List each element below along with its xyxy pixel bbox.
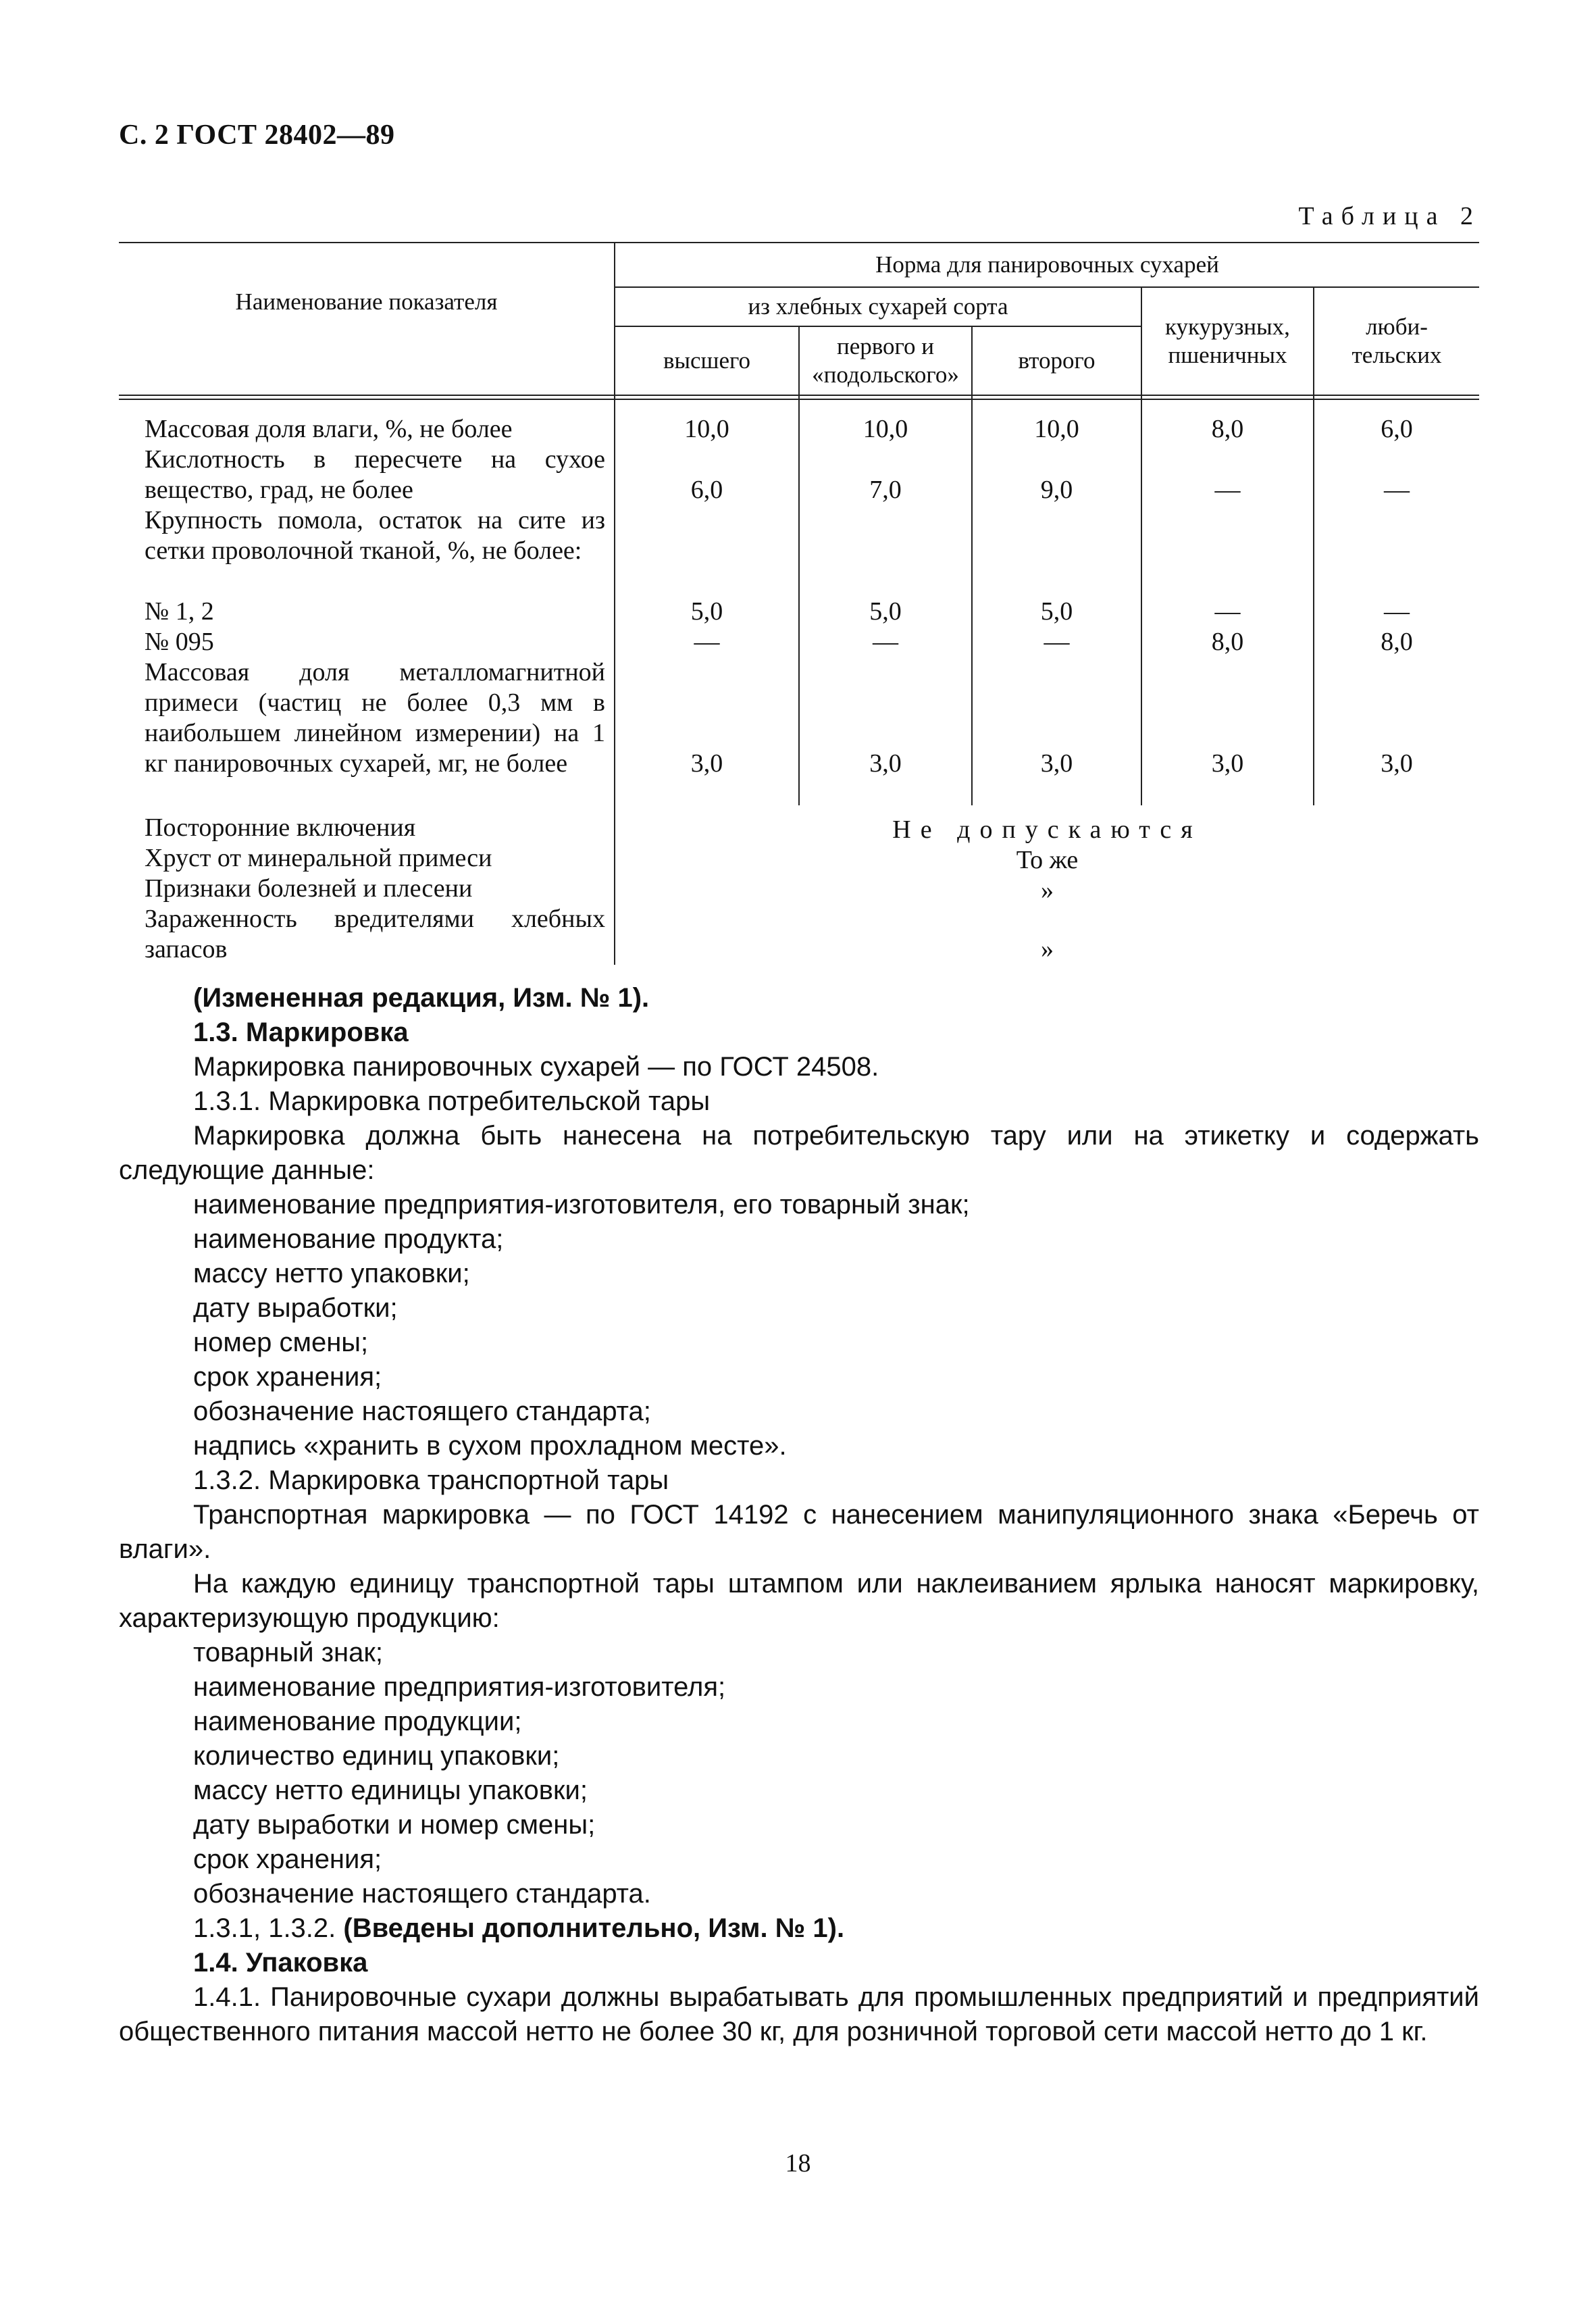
cell-moisture-second: 10,0: [1034, 415, 1079, 443]
list-item: дату выработки и номер смены;: [193, 1810, 596, 1840]
list-item: срок хранения;: [193, 1844, 382, 1874]
cell-sieve095-highest: —: [694, 628, 720, 656]
list-item: наименование предприятия-изготовителя;: [193, 1672, 726, 1702]
cell-disease-merged: »: [1041, 876, 1054, 905]
cell-crunch-merged: То же: [1016, 846, 1079, 874]
cell-acidity-corn: —: [1214, 476, 1241, 504]
cell-metal-highest: 3,0: [690, 749, 723, 778]
list-item: товарный знак;: [193, 1638, 383, 1667]
section-1-3-1-heading: 1.3.1. Маркировка потребительской тары: [193, 1086, 711, 1116]
consumer-marking-list: [119, 1188, 1479, 1463]
paragraph-marking: Маркировка панировочных сухарей — по ГОСТ 24508.: [193, 1052, 879, 1082]
header-first-podolsk: первого и «подольского»: [812, 333, 959, 388]
indicators-table: [119, 242, 1479, 965]
cell-moisture-highest: 10,0: [684, 415, 729, 443]
cell-sieve12-second: 5,0: [1040, 597, 1073, 626]
list-item: массу нетто единицы упаковки;: [193, 1776, 588, 1805]
cell-moisture-corn: 8,0: [1211, 415, 1244, 443]
amendment-note-2: [119, 1911, 1479, 1946]
row-label-acidity: Кислотность в пересчете на сухое вещество, град, не более: [145, 445, 605, 504]
paragraph-packaging: 1.4.1. Панировочные сухари должны вырабатывать для промышленных предприятий и предприятий общественного питания массой нетто не более 30 кг, для розничной торговой сети массой нетто до 1 кг.: [119, 1982, 1479, 2046]
row-label-metal: Массовая доля металломагнитной примеси (частиц не более 0,3 мм в наибольшем линейном измерении) на 1 кг панировочных сухарей, мг, не более: [145, 658, 605, 778]
cell-sieve12-first: 5,0: [869, 597, 902, 626]
cell-acidity-second: 9,0: [1040, 476, 1073, 504]
cell-sieve095-second: —: [1044, 628, 1070, 656]
list-item: номер смены;: [193, 1328, 369, 1357]
row-label-crunch: Хруст от минеральной примеси: [145, 844, 492, 872]
cell-acidity-amateur: —: [1384, 476, 1410, 504]
header-norm: Норма для панировочных сухарей: [875, 251, 1219, 278]
paragraph-consumer-marking: Маркировка должна быть нанесена на потребительскую тару или на этикетку и содержать следующие данные:: [119, 1121, 1479, 1185]
cell-metal-second: 3,0: [1040, 749, 1073, 778]
cell-moisture-first: 10,0: [863, 415, 908, 443]
cell-acidity-first: 7,0: [869, 476, 902, 504]
cell-sieve12-corn: —: [1214, 597, 1241, 626]
list-item: массу нетто упаковки;: [193, 1259, 470, 1288]
section-1-3-heading: 1.3. Маркировка: [193, 1017, 409, 1047]
header-amateur: люби-тельских: [1352, 313, 1442, 368]
cell-metal-amateur: 3,0: [1381, 749, 1413, 778]
list-item: наименование предприятия-изготовителя, его товарный знак;: [193, 1190, 970, 1219]
cell-sieve095-corn: 8,0: [1211, 628, 1244, 656]
row-label-foreign: Посторонние включения: [145, 813, 416, 842]
paragraph-transport-marking: Транспортная маркировка — по ГОСТ 14192 с нанесением манипуляционного знака «Беречь от влаги».: [119, 1500, 1479, 1564]
amendment-note-2-text: (Введены дополнительно, Изм. № 1).: [343, 1913, 845, 1943]
transport-marking-list: [119, 1636, 1479, 1911]
table-col-rule-3: [971, 326, 973, 805]
row-label-disease: Признаки болезней и плесени: [145, 874, 473, 903]
cell-sieve095-first: —: [873, 628, 898, 656]
table-caption: Таблица 2: [1298, 202, 1481, 230]
header-highest: высшего: [663, 347, 751, 374]
amendment-note-1: (Измененная редакция, Изм. № 1).: [193, 983, 650, 1013]
list-item: наименование продукта;: [193, 1224, 504, 1254]
list-item: наименование продукции;: [193, 1707, 522, 1736]
section-1-3-2-heading: 1.3.2. Маркировка транспортной тары: [193, 1465, 669, 1495]
amendment-note-2-prefix: 1.3.1, 1.3.2.: [193, 1913, 336, 1943]
list-item: обозначение настоящего стандарта.: [193, 1879, 651, 1909]
list-item: срок хранения;: [193, 1362, 382, 1392]
cell-foreign-merged: Не допускаются: [892, 815, 1202, 844]
header-from-bread: из хлебных сухарей сорта: [748, 293, 1008, 320]
row-label-sieve-095: № 095: [145, 628, 214, 656]
cell-pests-merged: »: [1041, 935, 1054, 963]
list-item: количество единиц упаковки;: [193, 1741, 560, 1771]
cell-metal-corn: 3,0: [1211, 749, 1244, 778]
row-label-grind: Крупность помола, остаток на сите из сетки проволочной тканой, %, не более:: [145, 506, 605, 565]
list-item: обозначение настоящего стандарта;: [193, 1397, 651, 1426]
cell-sieve12-highest: 5,0: [690, 597, 723, 626]
row-label-pests: Зараженность вредителями хлебных запасов: [145, 905, 605, 963]
page-header: С. 2 ГОСТ 28402—89: [119, 120, 395, 151]
row-label-moisture: Массовая доля влаги, %, не более: [145, 415, 513, 443]
cell-sieve12-amateur: —: [1384, 597, 1410, 626]
list-item: дату выработки;: [193, 1293, 398, 1323]
row-label-sieve-1-2: № 1, 2: [145, 597, 214, 626]
page-number: 18: [785, 2149, 811, 2178]
body-text: [119, 981, 1479, 2049]
cell-acidity-highest: 6,0: [690, 476, 723, 504]
paragraph-transport-unit: На каждую единицу транспортной тары штампом или наклеиванием ярлыка наносят маркировку, характеризующую продукцию:: [119, 1569, 1479, 1633]
table-col-rule-2: [798, 326, 800, 805]
list-item: надпись «хранить в сухом прохладном месте».: [193, 1431, 787, 1461]
cell-metal-first: 3,0: [869, 749, 902, 778]
header-second: второго: [1018, 347, 1096, 374]
header-indicator: Наименование показателя: [235, 288, 498, 315]
header-corn-wheat: кукурузных, пшеничных: [1165, 313, 1290, 368]
cell-sieve095-amateur: 8,0: [1381, 628, 1413, 656]
section-1-4-heading: 1.4. Упаковка: [193, 1948, 368, 1978]
cell-moisture-amateur: 6,0: [1381, 415, 1413, 443]
